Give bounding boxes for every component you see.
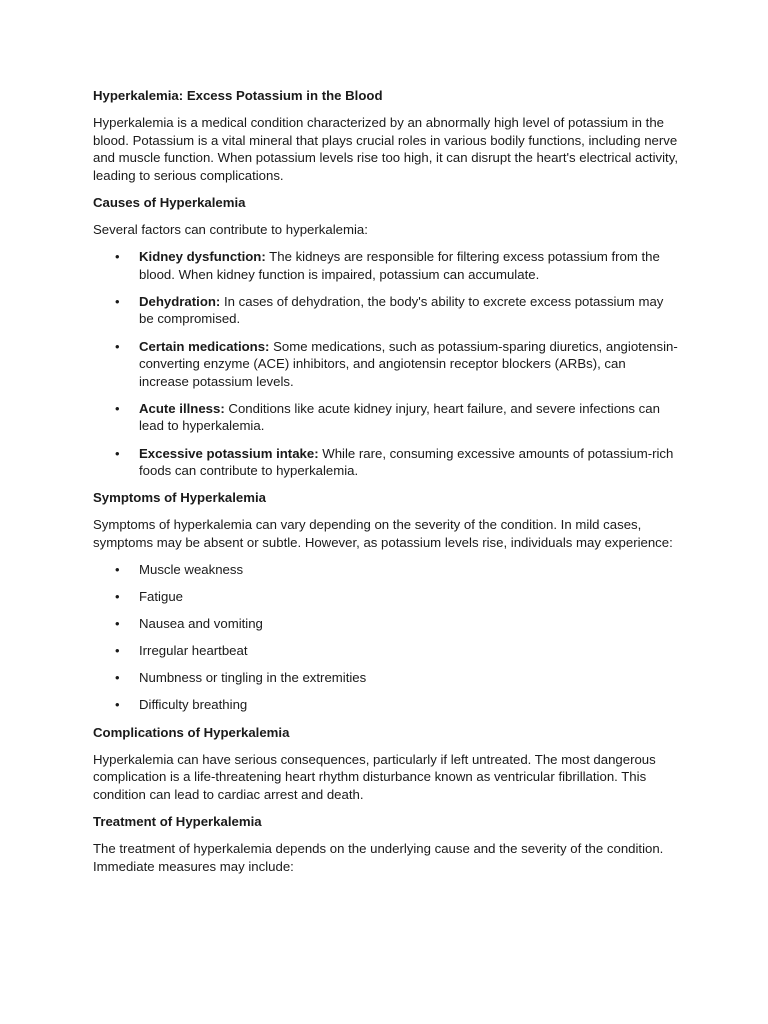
cause-term: Dehydration: (139, 293, 221, 309)
list-item (93, 445, 678, 480)
cause-term: Kidney dysfunction: (139, 249, 266, 265)
symptom-text: Fatigue (139, 589, 183, 605)
bullet-icon: • (115, 670, 120, 686)
complications-paragraph: Hyperkalemia can have serious consequences, particularly if left untreated. The most dangerous complication is a life-threatening heart rhythm disturbance known as ventricular fibrillation. This condition can lead to cardiac arrest and death. (93, 751, 656, 802)
causes-list (93, 248, 678, 480)
treatment-heading: Treatment of Hyperkalemia (93, 813, 262, 829)
list-item (93, 338, 678, 391)
symptoms-heading: Symptoms of Hyperkalemia (93, 490, 266, 506)
causes-heading: Causes of Hyperkalemia (93, 194, 246, 210)
causes-lead: Several factors can contribute to hyperkalemia: (93, 222, 368, 238)
symptom-text: Nausea and vomiting (139, 616, 263, 632)
symptom-text: Irregular heartbeat (139, 643, 248, 659)
list-item (93, 248, 678, 283)
list-item (93, 642, 678, 660)
bullet-icon: • (115, 445, 120, 461)
symptom-text: Numbness or tingling in the extremities (139, 670, 367, 686)
list-item (93, 588, 678, 606)
cause-text: While rare, consuming excessive amounts of potassium-rich foods can contribute to hyperkalemia. (139, 445, 674, 479)
bullet-icon: • (115, 338, 120, 354)
cause-text: Some medications, such as potassium-sparing diuretics, angiotensin-converting enzyme (ACE) inhibitors, and angiotensin receptor blockers (ARBs), can increase potassium levels. (139, 338, 678, 389)
complications-heading: Complications of Hyperkalemia (93, 724, 290, 740)
treatment-paragraph: The treatment of hyperkalemia depends on the underlying cause and the severity of the condition. Immediate measures may include: (93, 841, 664, 874)
symptom-text: Difficulty breathing (139, 697, 248, 713)
cause-term: Acute illness: (139, 400, 225, 416)
bullet-icon: • (115, 561, 120, 577)
cause-text: In cases of dehydration, the body's ability to excrete excess potassium may be compromised. (139, 293, 664, 327)
bullet-icon: • (115, 400, 120, 416)
list-item (93, 400, 678, 435)
symptoms-list (93, 561, 678, 714)
intro-paragraph: Hyperkalemia is a medical condition characterized by an abnormally high level of potassium in the blood. Potassium is a vital mineral that plays crucial roles in various bodily functions, including nerve and muscle function. When potassium levels rise too high, it can disrupt the heart's electrical activity, leading to serious complications. (93, 115, 678, 183)
cause-term: Certain medications: (139, 338, 270, 354)
list-item (93, 293, 678, 328)
bullet-icon: • (115, 616, 120, 632)
list-item (93, 615, 678, 633)
bullet-icon: • (115, 589, 120, 605)
cause-text: Conditions like acute kidney injury, heart failure, and severe infections can lead to hyperkalemia. (139, 400, 660, 434)
cause-text: The kidneys are responsible for filtering excess potassium from the blood. When kidney function is impaired, potassium can accumulate. (139, 249, 660, 282)
symptoms-lead: Symptoms of hyperkalemia can vary depending on the severity of the condition. In mild cases, symptoms may be absent or subtle. However, as potassium levels rise, individuals may experience: (93, 517, 673, 550)
bullet-icon: • (115, 249, 120, 265)
document-title: Hyperkalemia: Excess Potassium in the Blood (93, 88, 383, 103)
bullet-icon: • (115, 293, 120, 309)
bullet-icon: • (115, 643, 120, 659)
symptom-text: Muscle weakness (139, 561, 244, 577)
list-item (93, 561, 678, 579)
list-item (93, 669, 678, 687)
cause-term: Excessive potassium intake: (139, 445, 319, 461)
list-item (93, 696, 678, 714)
bullet-icon: • (115, 697, 120, 713)
